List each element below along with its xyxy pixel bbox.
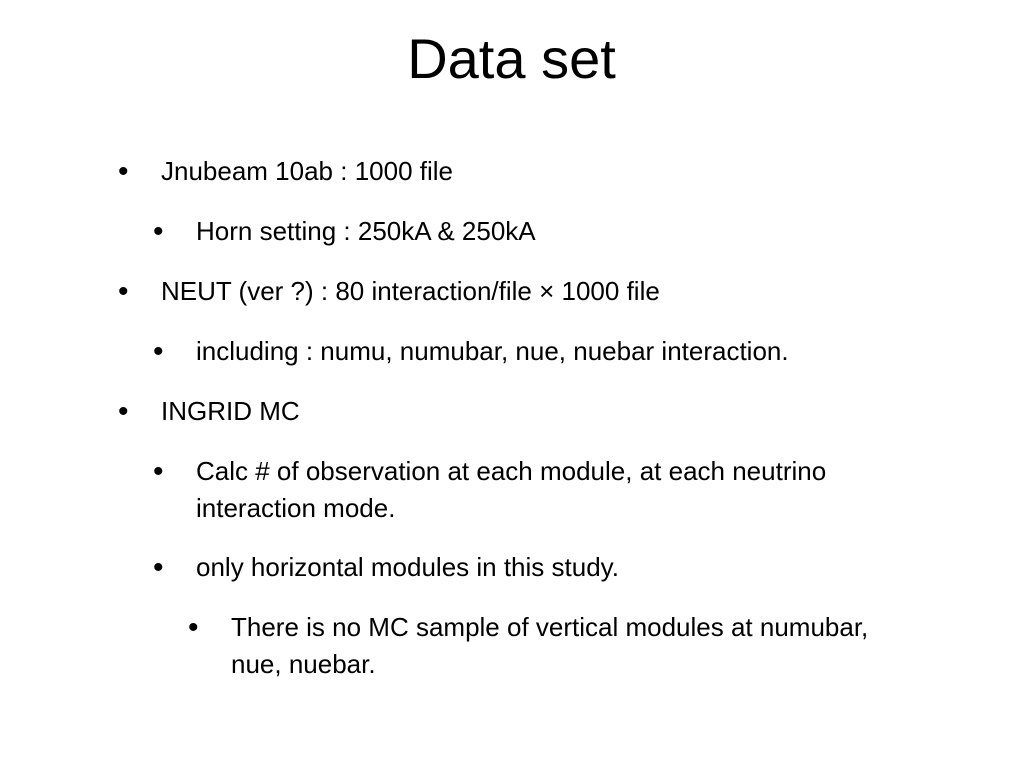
bullet-text: INGRID MC — [161, 396, 300, 426]
bullet-dot-icon: • — [188, 611, 199, 644]
bullet-item-no-mc-sample — [188, 609, 871, 683]
bullet-text: only horizontal modules in this study. — [196, 552, 619, 582]
bullet-item-horn-setting — [153, 213, 836, 250]
bullet-text: Jnubeam 10ab : 1000 file — [161, 156, 453, 186]
bullet-text: Horn setting : 250kA & 250kA — [196, 216, 536, 246]
bullet-item-ingrid-mc — [118, 393, 961, 430]
bullet-item-calc-observation — [153, 453, 836, 527]
bullet-dot-icon: • — [153, 455, 164, 488]
bullet-text: including : numu, numubar, nue, nuebar interaction. — [196, 336, 789, 366]
bullet-item-horizontal-modules — [153, 549, 836, 586]
bullet-dot-icon: • — [153, 215, 164, 248]
bullet-dot-icon: • — [118, 395, 129, 428]
bullet-text: There is no MC sample of vertical modules at numubar, nue, nuebar. — [231, 612, 869, 679]
bullet-dot-icon: • — [153, 551, 164, 584]
bullet-dot-icon: • — [118, 275, 129, 308]
slide-title: Data set — [407, 27, 616, 90]
bullet-item-neut — [118, 273, 961, 310]
bullet-dot-icon: • — [118, 155, 129, 188]
bullet-text: NEUT (ver ?) : 80 interaction/file × 1000 file — [161, 276, 660, 306]
bullet-item-including — [153, 333, 836, 370]
bullet-text: Calc # of observation at each module, at each neutrino interaction mode. — [196, 456, 827, 523]
bullet-item-jnubeam — [118, 153, 961, 190]
bullet-dot-icon: • — [153, 335, 164, 368]
